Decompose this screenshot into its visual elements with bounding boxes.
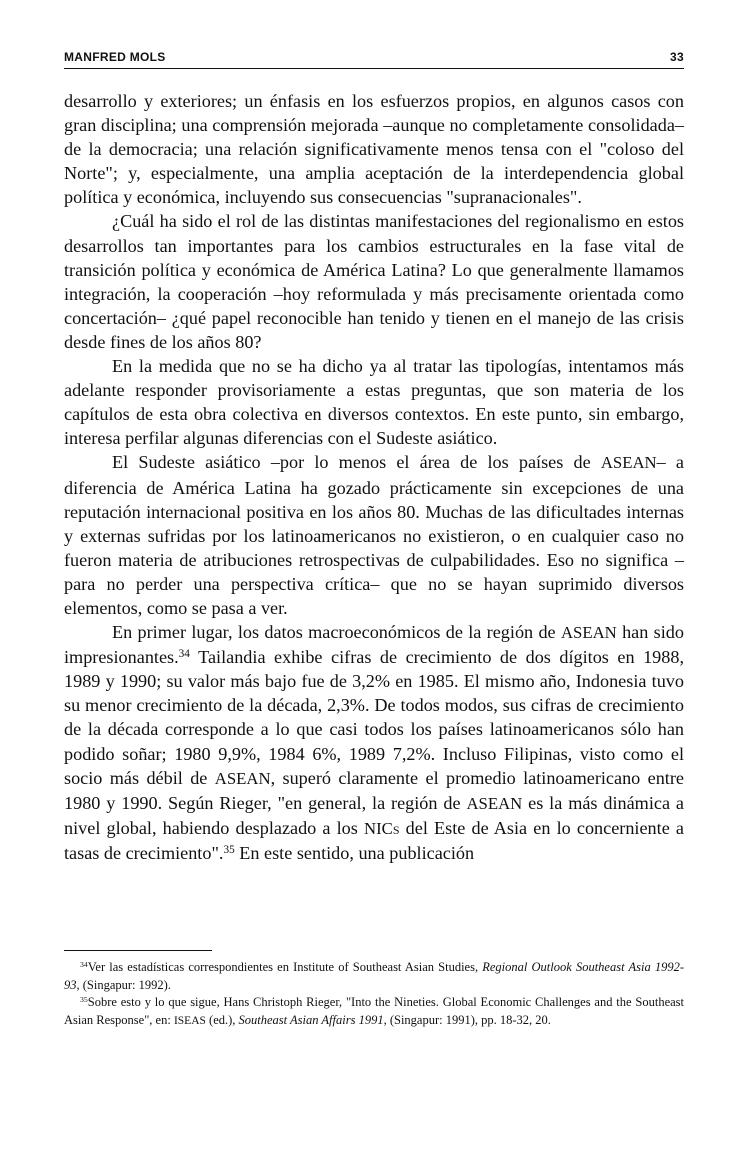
paragraph-5 (64, 620, 684, 865)
p5-acronym-4: NICs (364, 818, 400, 838)
paragraph-4 (64, 450, 684, 620)
p5-text-7: En este sentido, una publicación (234, 842, 475, 863)
p5-text-4: , superó claramente el promedio latinoamericano entre 1980 y 1990. Según Rieger, "en general, la región de (64, 767, 684, 813)
footnote-ref-35[interactable]: 35 (223, 843, 235, 856)
footnote-34 (64, 959, 684, 994)
p5-acronym-1: ASEAN (560, 623, 617, 643)
footnote-acronym: ISEAS (173, 1014, 206, 1027)
footnote-ref-34[interactable]: 34 (178, 647, 190, 660)
paragraph-3: En la medida que no se ha dicho ya al tratar las tipologías, intentamos más adelante responder provisoriamente a estas preguntas, que son materia de los capítulos de esta obra colectiva en diversos contextos. En este punto, sin embargo, interesa perfilar algunas diferencias con el Sudeste asiático. (64, 356, 684, 449)
p4-acronym: ASEAN (600, 453, 657, 473)
running-head-author: MANFRED MOLS (64, 50, 166, 64)
p5-text-2: han sido impresionantes. (64, 622, 684, 668)
book-page (64, 50, 684, 1027)
footnote-title: Southeast Asian Affairs 1991 (238, 1012, 384, 1027)
footnote-rule (64, 950, 212, 951)
running-header (64, 50, 684, 69)
page-number: 33 (670, 50, 684, 64)
footnote-text: Sobre esto y lo que sigue, Hans Christoph Rieger, "Into the Nineties. Global Economic Challenges and the Southeast Asian Response", en: (64, 995, 684, 1027)
p5-acronym-3: ASEAN (466, 793, 523, 813)
p5-text-3: Tailandia exhibe cifras de crecimiento de dos dígitos en 1988, 1989 y 1990; su valor más bajo fue de 3,2% en 1985. El mismo año, Indonesia tuvo su menor crecimiento de la década, 2,3%. De todos modos, sus cifras de crecimiento de la década corresponde a lo que casi todos los países latinoamericanos sólo han podido soñar; 1980 9,9%, 1984 6%, 1989 7,2%. Incluso Filipinas, visto como el socio más débil de (64, 647, 684, 788)
footnote-35 (64, 994, 684, 1030)
footnote-number: 35 (80, 994, 88, 1004)
footnote-number: 34 (80, 959, 88, 969)
footnote-text: , (Singapur: 1992). (76, 977, 171, 992)
footnote-text: , (Singapur: 1991), pp. 18-32, 20. (383, 1012, 551, 1027)
p5-text-1: En primer lugar, los datos macroeconómicos de la región de (112, 622, 561, 643)
footnotes (64, 950, 684, 1030)
body-text (64, 89, 684, 865)
paragraph-1: desarrollo y exteriores; un énfasis en los esfuerzos propios, en algunos casos con gran disciplina; una comprensión mejorada –aunque no completamente consolidada– de la democracia; una relación significativamente menos tensa con el "coloso del Norte"; y, especialmente, una amplia aceptación de la interdependencia global política y económica, incluyendo sus consecuencias "supranacionales". (64, 91, 684, 208)
p4-text-b: – a diferencia de América Latina ha gozado prácticamente sin excepciones de una reputación internacional positiva en los años 80. Muchas de las dificultades internas y externas sufridas por los latinoamericanos no existieron, o en cualquier caso no fueron materia de atribuciones retrospectivas de culpabilidades. Eso no significa –para no perder una perspectiva crítica– que no se hayan suprimido diversos elementos, como se pasa a ver. (64, 452, 684, 618)
footnote-text: Ver las estadísticas correspondientes en Institute of Southeast Asian Studies, (87, 960, 483, 974)
p5-text-6: del Este de Asia en lo concerniente a tasas de crecimiento". (64, 817, 684, 863)
p5-acronym-2: ASEAN (214, 768, 271, 788)
footnote-title: Regional Outlook Southeast Asia 1992-93 (64, 960, 684, 992)
p4-text-a: El Sudeste asiático –por lo menos el área de los países de (112, 452, 601, 473)
p5-text-5: es la más dinámica a nivel global, habiendo desplazado a los (64, 792, 684, 838)
footnote-text: (ed.), (205, 1012, 239, 1027)
paragraph-2: ¿Cuál ha sido el rol de las distintas manifestaciones del regionalismo en estos desarrollos tan importantes para los cambios estructurales en la fase vital de transición política y económica de América Latina? Lo que generalmente llamamos integración, la cooperación –hoy reformulada y más precisamente orientada como concertación– ¿qué papel reconocible han tenido y tienen en el manejo de las crisis desde fines de los años 80? (64, 211, 684, 352)
